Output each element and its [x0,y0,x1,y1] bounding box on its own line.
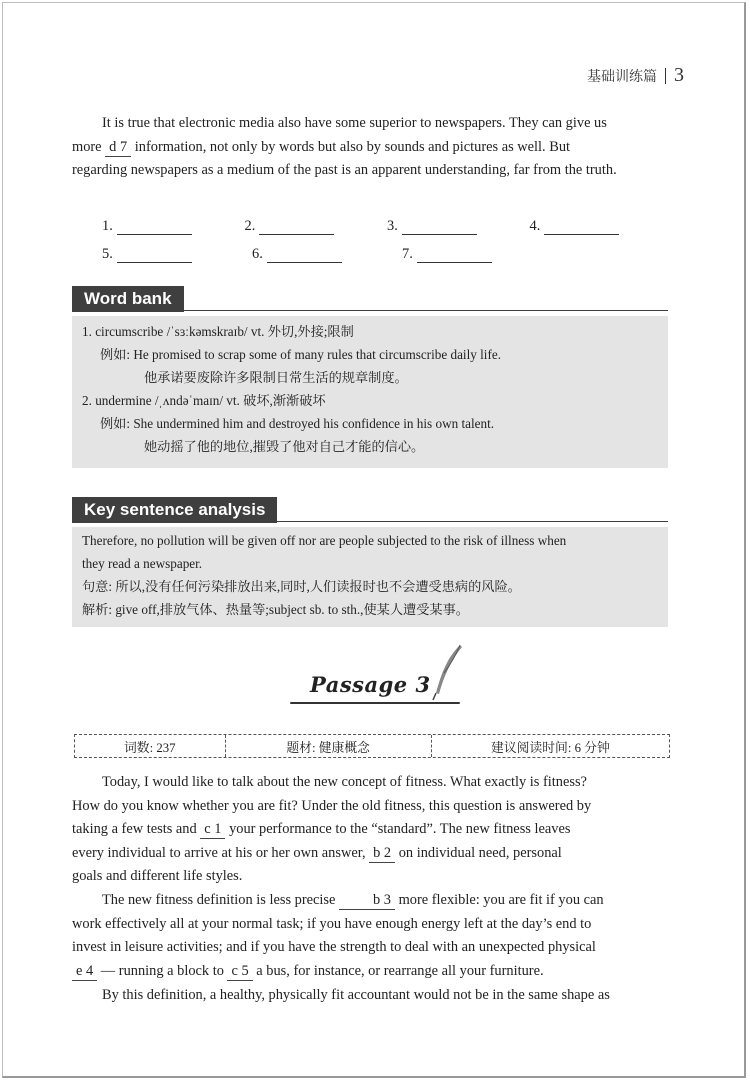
answer-2[interactable]: 2. [245,218,388,235]
entry-1-translation: 他承诺要废除许多限制日常生活的规章制度。 [144,370,408,385]
answer-1[interactable]: 1. [102,218,245,235]
intro-line-3: regarding newspapers as a medium of the past is an apparent understanding, far from the truth. [72,162,617,178]
key-sentence-meaning: 句意: 所以,没有任何污染排放出来,同时,人们读报时也不会遭受患病的风险。 [82,579,521,594]
key-sentence-line-2: they read a newspaper. [82,556,203,571]
entry-1-example: 例如: He promised to scrap some of many rules that circumscribe daily life. [100,347,502,362]
entry-2-example: 例如: She undermined him and destroyed his confidence in his own talent. [100,416,495,431]
answer-5[interactable]: 5. [102,246,252,263]
blank-1: c 1 [200,820,225,839]
word-bank-rule [72,310,668,311]
header-divider [665,68,666,84]
key-sentence-rule [72,521,668,522]
section-name: 基础训练篇 [587,69,657,85]
title-underline [290,702,460,704]
blank-3: b 3 [339,891,395,910]
page-header [587,64,684,87]
word-count: 词数: 237 [75,735,226,757]
quill-icon [430,643,466,701]
passage-paragraph-2: The new fitness definition is less precise b 3 more flexible: you are fit if you can work effectively all at your normal task; if you have enough energy left at the day’s end to invest in leisure activities; and if you have the strength to deal with an unexpected physical e 4 — running a block to c 5 a bus, for instance, or rearrange all your furniture. [72,892,604,979]
key-sentence-heading: Key sentence analysis [72,497,277,523]
blank-2: b 2 [369,844,395,863]
blank-4: e 4 [72,962,97,981]
answer-7[interactable]: 7. [402,246,552,263]
key-sentence-box [72,527,668,627]
blank-5: c 5 [227,962,252,981]
passage-title: Passage 3 [310,672,431,697]
entry-2-translation: 她动摇了他的地位,摧毁了他对自己才能的信心。 [144,439,425,454]
word-bank-heading: Word bank [72,286,184,312]
passage-paragraph-1: Today, I would like to talk about the new concept of fitness. What exactly is fitness? How do you know whether you are fit? Under the old fitness, this question is answered by taking a few tests and c 1 your performance to the “standard”. The new fitness leaves every individual to arrive at his or her own answer, b 2 on individual need, personal goals and different life styles. [72,774,592,884]
key-sentence-analysis: 解析: give off,排放气体、热量等;subject sb. to sth.,使某人遭受某事。 [82,602,469,617]
intro-line-1: It is true that electronic media also have some superior to newspapers. They can give us [102,115,607,131]
answer-6[interactable]: 6. [252,246,402,263]
key-sentence-line-1: Therefore, no pollution will be given off nor are people subjected to the risk of illness when [82,533,567,548]
reading-time: 建议阅读时间: 6 分钟 [491,740,610,755]
topic: 题材: 健康概念 [226,735,432,757]
entry-1-headword: 1. circumscribe /ˈsɜːkəmskraɪb/ vt. 外切,外接;限制 [82,324,354,339]
blank-7: d 7 [105,138,131,157]
passage-info-bar [74,734,670,758]
page-number: 3 [674,64,684,86]
word-bank-box [72,316,668,468]
answer-3[interactable]: 3. [387,218,530,235]
intro-line-2: more d 7 information, not only by words but also by sounds and pictures as well. But [72,138,571,155]
answer-4[interactable]: 4. [530,218,673,235]
answer-blanks [102,207,672,263]
passage-paragraph-3: By this definition, a healthy, physically fit accountant would not be in the same shape as [102,987,610,1003]
entry-2-headword: 2. undermine /ˌʌndəˈmaɪn/ vt. 破坏,渐渐破坏 [82,393,326,408]
intro-paragraph [72,112,668,183]
